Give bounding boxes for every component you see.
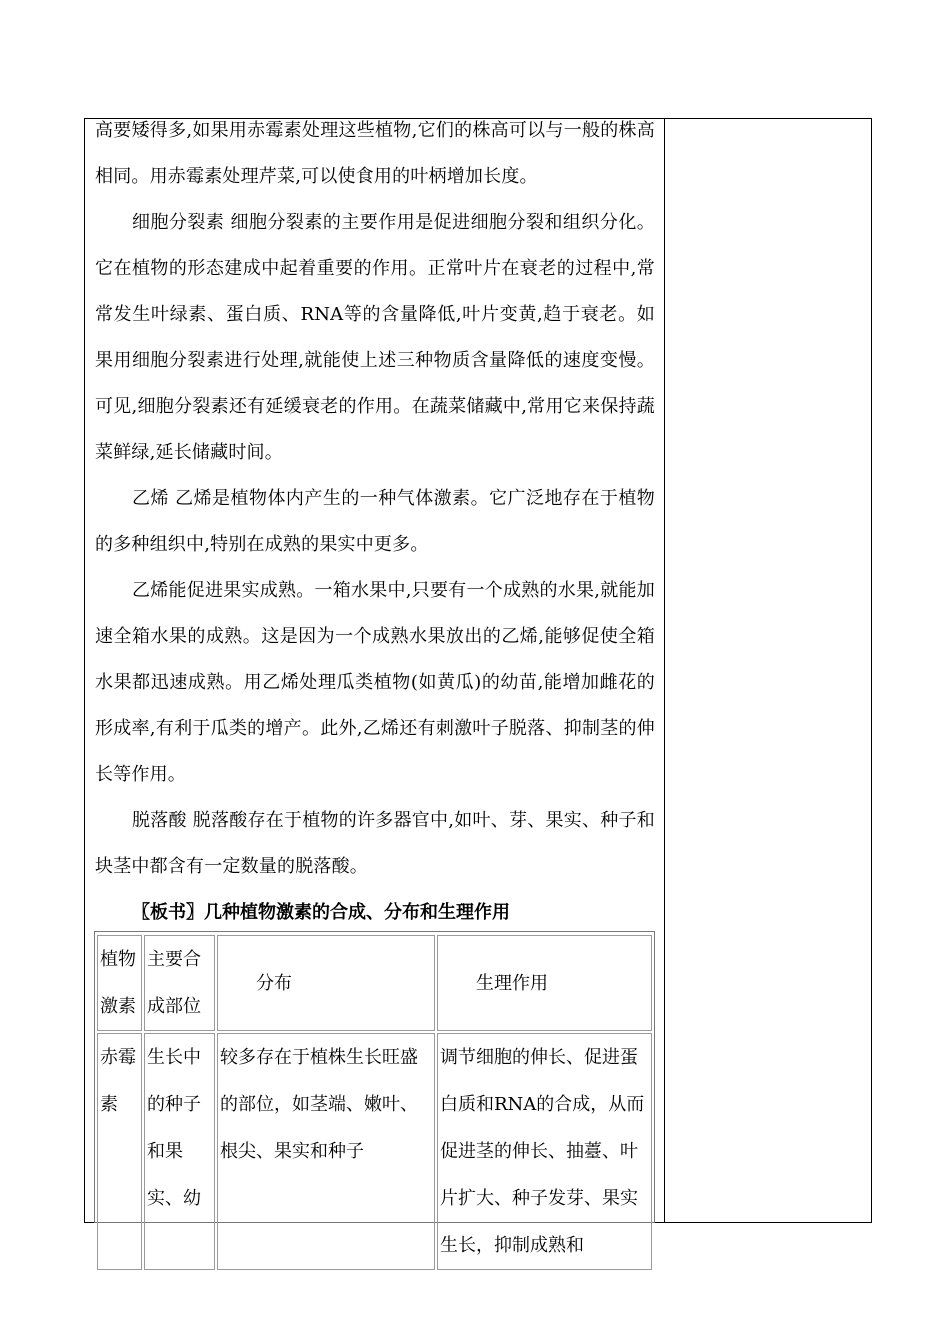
cell-synthesis-site: 生长中的种子和果实、幼 (144, 1033, 215, 1270)
lesson-text (95, 108, 655, 936)
paragraph-abscisic-acid: 脱落酸 脱落酸存在于植物的许多器官中,如叶、芽、果实、种子和块茎中都含有一定数量的脱落酸。 (95, 810, 655, 877)
table-row (97, 1033, 652, 1270)
table-header-row (97, 935, 652, 1031)
cell-hormone: 赤霉素 (97, 1033, 142, 1270)
paragraph-cytokinin: 细胞分裂素 细胞分裂素的主要作用是促进细胞分裂和组织分化。它在植物的形态建成中起着重要的作用。正常叶片在衰老的过程中,常常发生叶绿素、蛋白质、RNA等的含量降低,叶片变黄,趋于衰老。如果用细胞分裂素进行处理,就能使上述三种物质含量降低的速度变慢。可见,细胞分裂素还有延缓衰老的作用。在蔬菜储藏中,常用它来保持蔬菜鲜绿,延长储藏时间。 (95, 212, 655, 463)
header-function: 生理作用 (437, 935, 652, 1031)
column-divider (664, 118, 665, 1223)
board-heading: 〖板书〗几种植物激素的合成、分布和生理作用 (132, 902, 510, 923)
paragraph-ethylene-intro: 乙烯 乙烯是植物体内产生的一种气体激素。它广泛地存在于植物的多种组织中,特别在成熟的果实中更多。 (95, 488, 655, 555)
cell-function: 调节细胞的伸长、促进蛋白质和RNA的合成，从而促进茎的伸长、抽薹、叶片扩大、种子发芽、果实生长，抑制成熟和 (437, 1033, 652, 1270)
header-synthesis-site: 主要合成部位 (144, 935, 215, 1031)
header-hormone: 植物激素 (97, 935, 142, 1031)
paragraph-gibberellin-end: 高要矮得多,如果用赤霉素处理这些植物,它们的株高可以与一般的株高相同。用赤霉素处理芹菜,可以使食用的叶柄增加长度。 (95, 120, 655, 187)
header-distribution: 分布 (217, 935, 435, 1031)
paragraph-ethylene-effects: 乙烯能促进果实成熟。一箱水果中,只要有一个成熟的水果,就能加速全箱水果的成熟。这是因为一个成熟水果放出的乙烯,能够促使全箱水果都迅速成熟。用乙烯处理瓜类植物(如黄瓜)的幼苗,能增加雌花的形成率,有利于瓜类的增产。此外,乙烯还有刺激叶子脱落、抑制茎的伸长等作用。 (95, 580, 655, 785)
hormone-table (94, 931, 655, 1256)
cell-distribution: 较多存在于植株生长旺盛的部位，如茎端、嫩叶、根尖、果实和种子 (217, 1033, 435, 1270)
